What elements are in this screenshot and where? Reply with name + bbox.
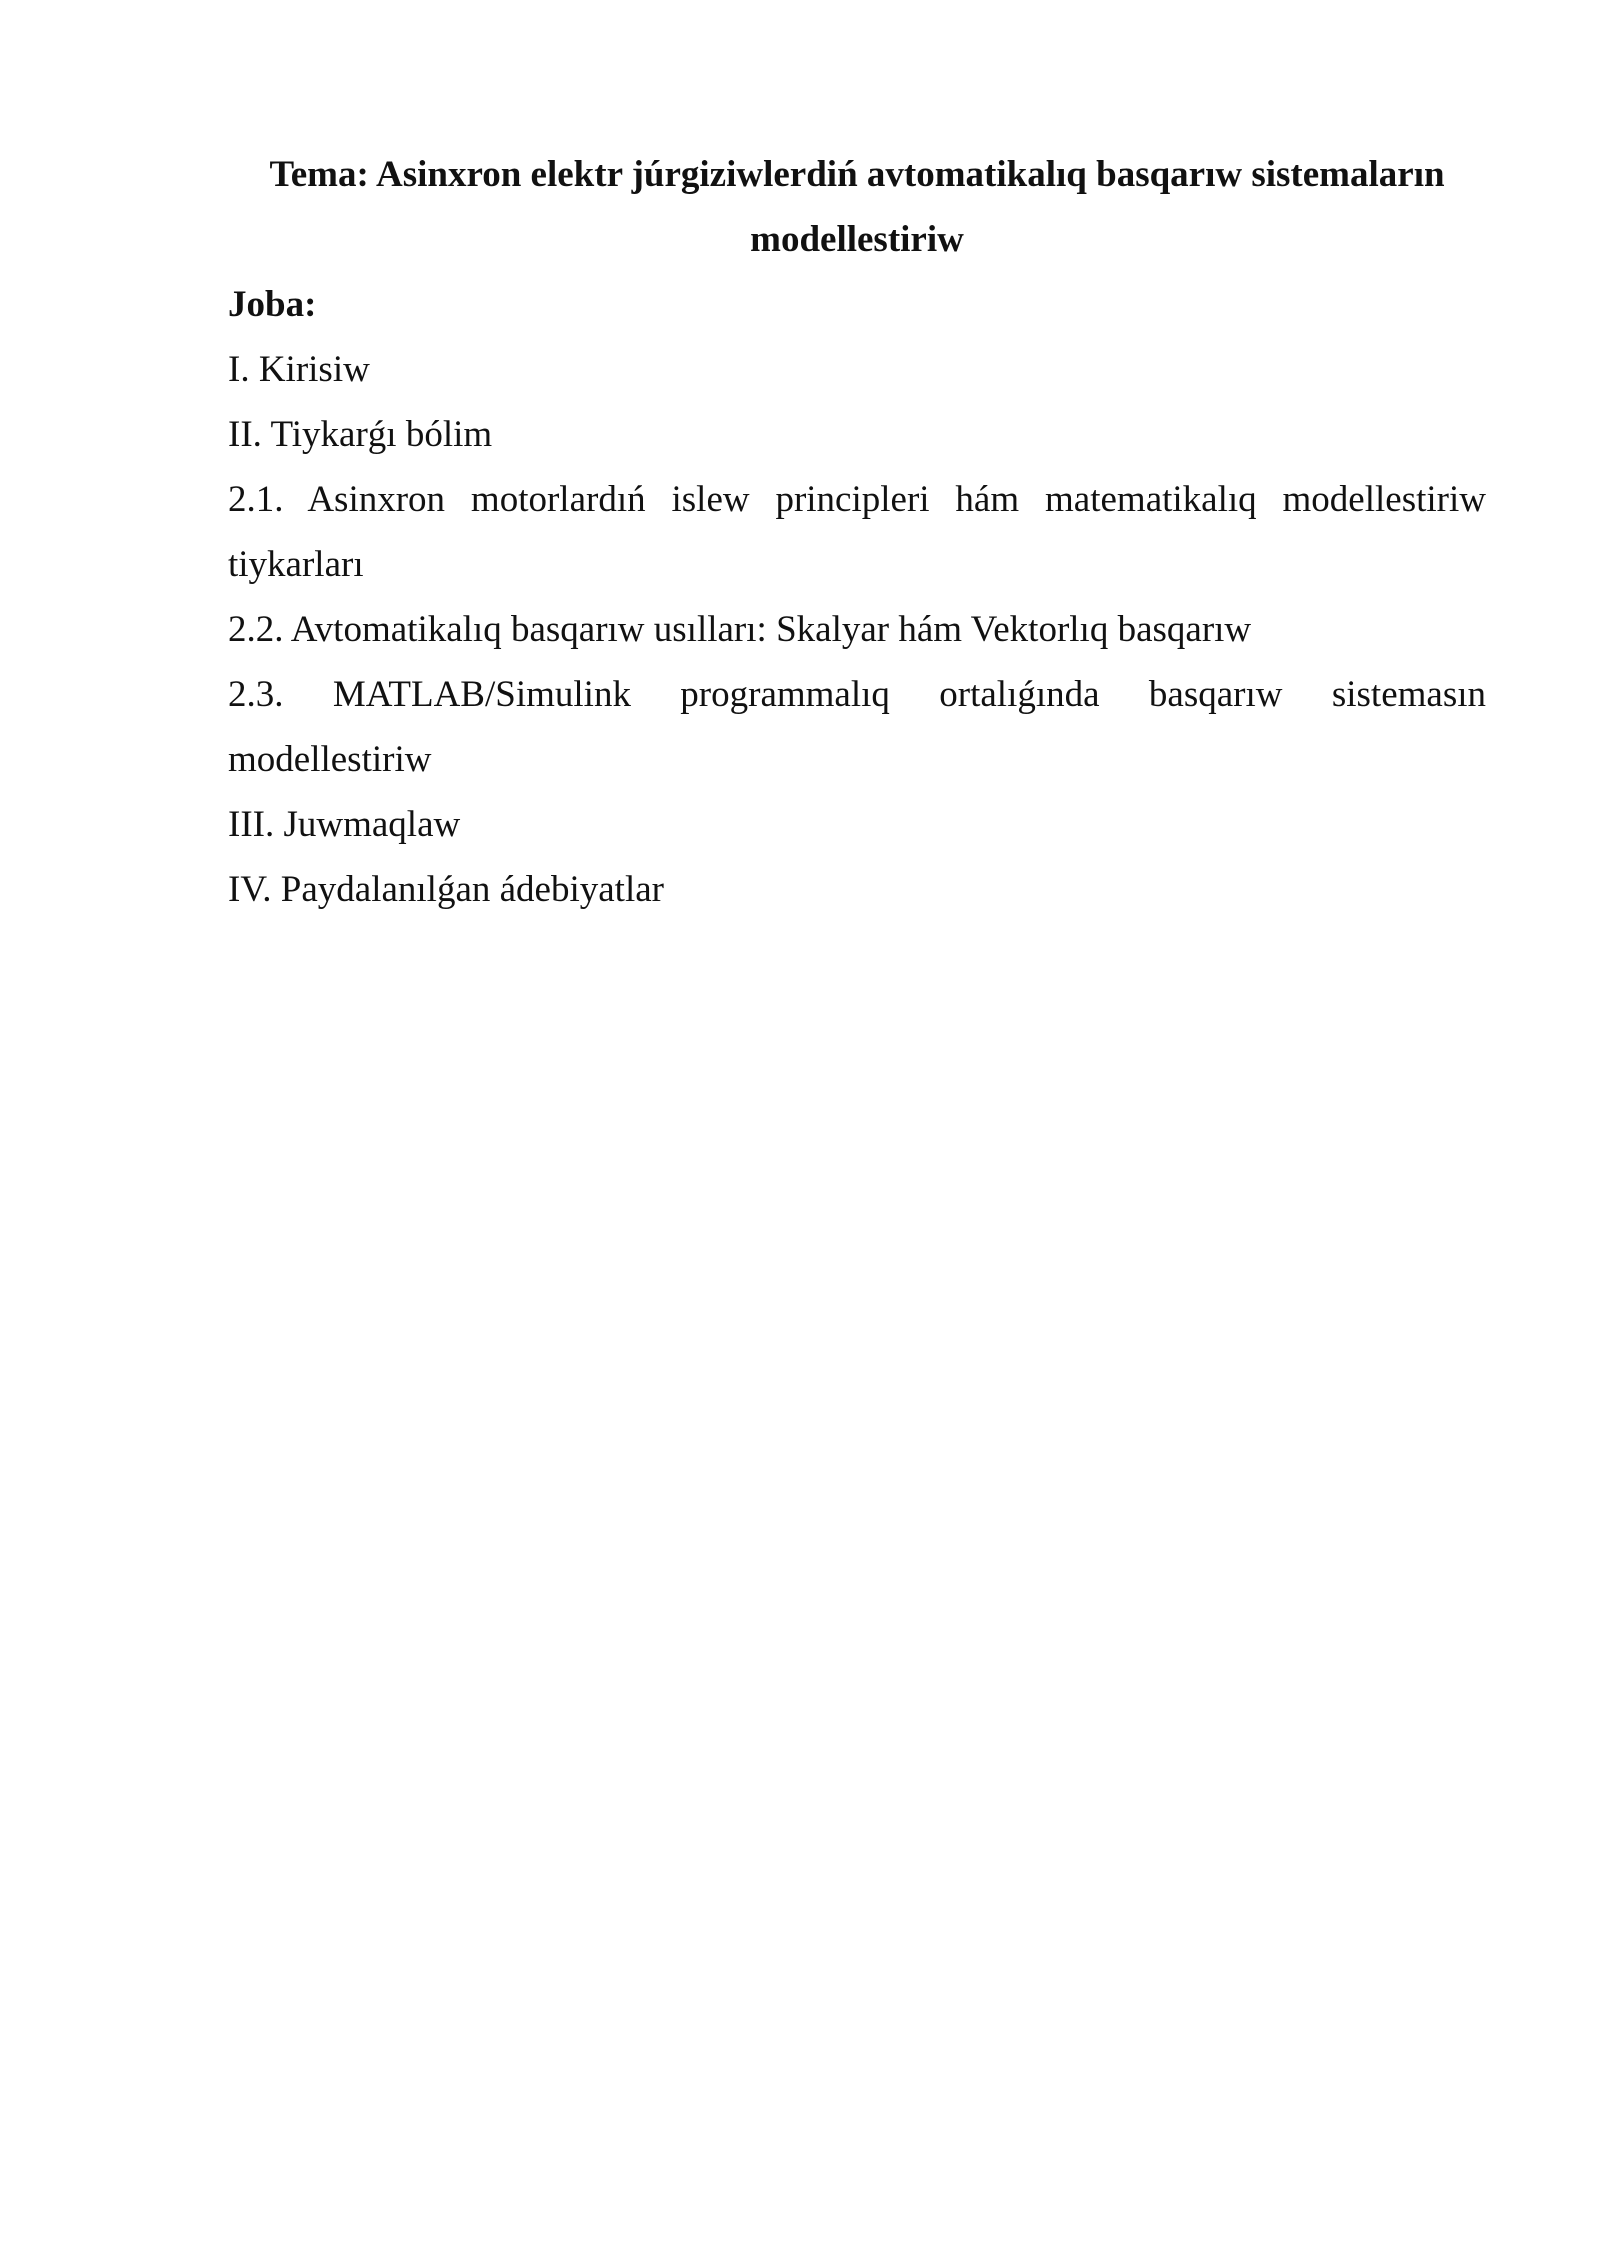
plan-item-2-1: 2.1. Asinxron motorlardıń islew principleri hám matematikalıq modellestiriw tiykarları [228, 479, 1486, 585]
document-content [228, 142, 1486, 922]
plan-item-main-part: II. Tiykarǵı bólim [228, 414, 493, 455]
plan-item-introduction: I. Kirisiw [228, 349, 370, 390]
plan-item-references: IV. Paydalanılǵan ádebiyatlar [228, 869, 664, 910]
plan-heading: Joba: [228, 284, 317, 325]
plan-list [228, 337, 1486, 922]
plan-item-conclusion: III. Juwmaqlaw [228, 804, 461, 845]
plan-item-2-2: 2.2. Avtomatikalıq basqarıw usılları: Skalyar hám Vektorlıq basqarıw [228, 609, 1252, 650]
document-title: Tema: Asinxron elektr júrgiziwlerdiń avtomatikalıq basqarıw sistemaların modellestiriw [269, 154, 1445, 260]
plan-item-2-3: 2.3. MATLAB/Simulink programmalıq ortalıǵında basqarıw sistemasın modellestiriw [228, 674, 1486, 780]
